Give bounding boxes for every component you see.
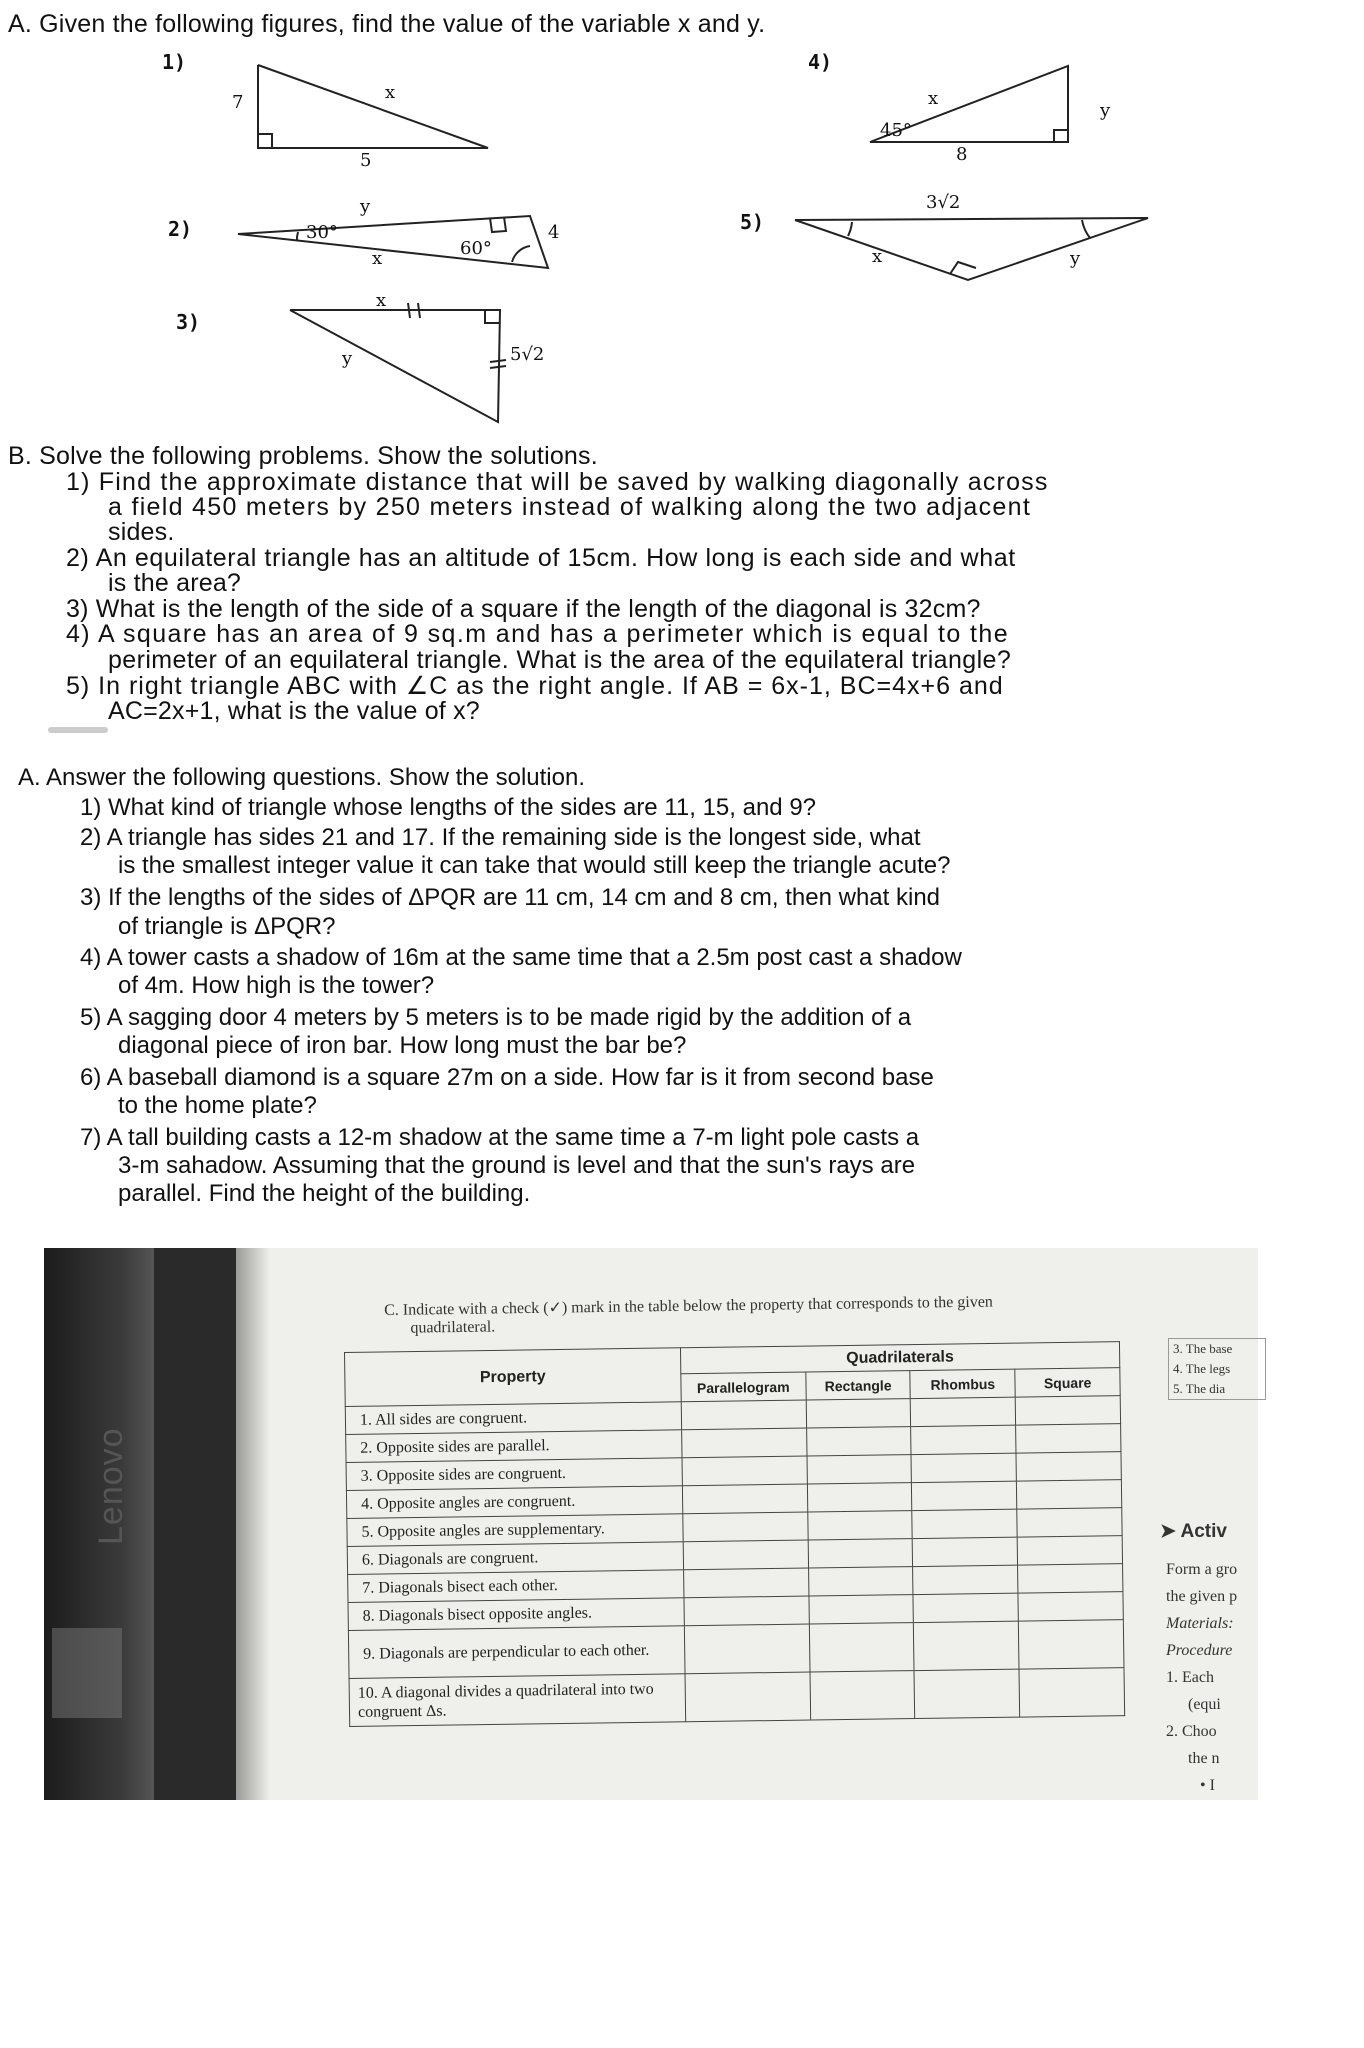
check-cell[interactable] — [1018, 1592, 1123, 1621]
check-cell[interactable] — [1017, 1508, 1122, 1537]
fig1-leg-b: 5 — [360, 150, 372, 171]
side-item: 4. The legs — [1173, 1361, 1231, 1376]
check-cell[interactable] — [806, 1427, 911, 1456]
check-cell[interactable] — [913, 1537, 1018, 1566]
check-cell[interactable] — [1019, 1668, 1124, 1717]
part-a-questions-heading: A. Answer the following questions. Show the solution. — [18, 764, 585, 791]
question-line: 1) What kind of triangle whose lengths of the sides are 11, 15, and 9? — [80, 794, 817, 821]
check-cell[interactable] — [682, 1456, 807, 1486]
check-cell[interactable] — [913, 1593, 1018, 1622]
column-rhombus: Rhombus — [910, 1369, 1015, 1398]
check-cell[interactable] — [1016, 1452, 1121, 1481]
side-item: 5. The dia — [1173, 1381, 1226, 1396]
check-cell[interactable] — [808, 1539, 913, 1568]
question-line: 3-m sahadow. Assuming that the ground is level and that the sun's rays are — [118, 1152, 916, 1179]
check-cell[interactable] — [1017, 1536, 1122, 1565]
fig2-top-y: y — [360, 196, 371, 217]
fig3-side: 5√2 — [510, 344, 545, 365]
part-b-line: is the area? — [108, 569, 242, 597]
check-cell[interactable] — [807, 1483, 912, 1512]
part-b-line: 5) In right triangle ABC with ∠C as the right angle. If AB = 6x-1, BC=4x+6 and — [66, 672, 1004, 700]
question-line: 7) A tall building casts a 12-m shadow at the same time a 7-m light pole casts a — [80, 1124, 920, 1151]
part-b-line: 3) What is the length of the side of a square if the length of the diagonal is 32cm? — [66, 595, 981, 623]
property-cell: 1. All sides are congruent. — [345, 1402, 681, 1435]
fig1-hypotenuse: x — [385, 82, 396, 103]
property-header: Property — [345, 1348, 682, 1407]
table-row — [349, 1668, 1125, 1727]
check-cell[interactable] — [809, 1623, 914, 1672]
check-cell[interactable] — [1019, 1620, 1124, 1669]
question-line: is the smallest integer value it can take that would still keep the triangle acute? — [118, 852, 951, 879]
question-line: 4) A tower casts a shadow of 16m at the same time that a 2.5m post cast a shadow — [80, 944, 962, 971]
property-cell: 4. Opposite angles are congruent. — [346, 1486, 682, 1519]
fig5-top: 3√2 — [926, 192, 961, 213]
fig4-side-y: y — [1100, 100, 1111, 121]
check-cell[interactable] — [912, 1509, 1017, 1538]
property-cell: 10. A diagonal divides a quadrilateral into two congruent Δs. — [349, 1674, 685, 1727]
question-line: diagonal piece of iron bar. How long must the bar be? — [118, 1032, 687, 1059]
check-cell[interactable] — [810, 1671, 915, 1720]
fig4-base-8: 8 — [956, 144, 968, 165]
part-b-line: perimeter of an equilateral triangle. What is the area of the equilateral triangle? — [108, 646, 1012, 674]
check-cell[interactable] — [1016, 1424, 1121, 1453]
check-cell[interactable] — [806, 1399, 911, 1428]
part-b-heading: B. Solve the following problems. Show the solutions. — [8, 442, 598, 470]
check-cell[interactable] — [684, 1624, 809, 1674]
check-cell[interactable] — [682, 1484, 807, 1514]
figure-number-4: 4) — [808, 50, 833, 74]
check-cell[interactable] — [1017, 1480, 1122, 1509]
figure-number-2: 2) — [168, 217, 193, 241]
check-cell[interactable] — [911, 1453, 1016, 1482]
question-line: 2) A triangle has sides 21 and 17. If the remaining side is the longest side, what — [80, 824, 921, 851]
figure-number-1: 1) — [162, 50, 187, 74]
figure-number-5: 5) — [740, 210, 765, 234]
fig2-bottom-x: x — [372, 248, 383, 269]
check-cell[interactable] — [809, 1595, 914, 1624]
activity-text: Form a gro the given p Materials: Procedure 1. Each (equi 2. Choo the n • I — [1166, 1561, 1238, 1794]
question-line: of 4m. How high is the tower? — [118, 972, 435, 999]
activity-heading: ➤ Activ — [1160, 1521, 1227, 1542]
check-cell[interactable] — [683, 1512, 808, 1542]
column-square: Square — [1015, 1368, 1120, 1397]
fig5-right-y: y — [1070, 248, 1081, 269]
side-list — [1168, 1338, 1266, 1400]
check-cell[interactable] — [914, 1621, 1019, 1670]
check-cell[interactable] — [807, 1455, 912, 1484]
check-cell[interactable] — [913, 1565, 1018, 1594]
laptop-hinge — [52, 1628, 122, 1718]
check-cell[interactable] — [683, 1568, 808, 1598]
separator-mark — [48, 727, 108, 733]
property-cell: 5. Opposite angles are supplementary. — [347, 1514, 683, 1547]
figure-number-3: 3) — [176, 310, 201, 334]
property-cell: 2. Opposite sides are parallel. — [346, 1430, 682, 1463]
property-cell: 9. Diagonals are perpendicular to each other. — [348, 1626, 684, 1679]
question-line: 3) If the lengths of the sides of ΔPQR are 11 cm, 14 cm and 8 cm, then what kind — [80, 884, 941, 911]
fig4-angle-45: 45° — [880, 120, 912, 141]
part-b-line: 4) A square has an area of 9 sq.m and has a perimeter which is equal to the — [66, 620, 1009, 648]
part-b-line: AC=2x+1, what is the value of x? — [108, 697, 480, 725]
check-cell[interactable] — [1015, 1396, 1120, 1425]
part-b-line: 2) An equilateral triangle has an altitude of 15cm. How long is each side and what — [66, 544, 1016, 572]
fig3-top-x: x — [376, 290, 387, 311]
check-cell[interactable] — [912, 1481, 1017, 1510]
check-cell[interactable] — [681, 1428, 806, 1458]
part-b-line: sides. — [108, 518, 175, 546]
properties-table — [344, 1341, 1125, 1727]
check-cell[interactable] — [807, 1511, 912, 1540]
lenovo-logo: Lenovo — [92, 1427, 130, 1545]
check-cell[interactable] — [808, 1567, 913, 1596]
check-cell[interactable] — [911, 1425, 1016, 1454]
question-line: parallel. Find the height of the building. — [118, 1180, 531, 1207]
check-cell[interactable] — [911, 1397, 1016, 1426]
part-b-line: 1) Find the approximate distance that will be saved by walking diagonally across — [66, 468, 1049, 496]
property-cell: 6. Diagonals are congruent. — [347, 1542, 683, 1575]
question-line: of triangle is ΔPQR? — [118, 913, 336, 940]
fig2-angle-60: 60° — [460, 238, 492, 259]
part-c-instruction: C. Indicate with a check (✓) mark in the table below the property that corresponds to the given quadrilateral. — [384, 1293, 993, 1337]
column-rectangle: Rectangle — [805, 1371, 910, 1400]
check-cell[interactable] — [685, 1672, 810, 1722]
check-cell[interactable] — [1018, 1564, 1123, 1593]
quadrilaterals-header: Quadrilaterals — [680, 1342, 1119, 1374]
question-line: 5) A sagging door 4 meters by 5 meters is to be made rigid by the addition of a — [80, 1004, 912, 1031]
check-cell[interactable] — [684, 1596, 809, 1626]
part-b-line: a field 450 meters by 250 meters instead of walking along the two adjacent — [108, 493, 1032, 521]
property-cell: 8. Diagonals bisect opposite angles. — [348, 1598, 684, 1631]
fig4-hypotenuse-x: x — [928, 88, 939, 109]
check-cell[interactable] — [914, 1669, 1019, 1718]
property-cell: 7. Diagonals bisect each other. — [348, 1570, 684, 1603]
column-parallelogram: Parallelogram — [681, 1372, 806, 1402]
fig5-left-x: x — [872, 246, 883, 267]
fig1-leg-a: 7 — [232, 92, 244, 113]
question-line: 6) A baseball diamond is a square 27m on a side. How far is it from second base — [80, 1064, 934, 1091]
fig2-angle-30: 30° — [306, 222, 338, 243]
fig2-side-4: 4 — [548, 222, 560, 243]
question-line: to the home plate? — [118, 1092, 317, 1119]
fig3-left-y: y — [342, 348, 353, 369]
check-cell[interactable] — [683, 1540, 808, 1570]
check-cell[interactable] — [681, 1400, 806, 1430]
paper-shadow — [236, 1248, 270, 1800]
part-a-heading: A. Given the following figures, find the value of the variable x and y. — [8, 10, 766, 38]
side-item: 3. The base — [1173, 1341, 1233, 1356]
figure-1-triangle — [0, 0, 1364, 440]
property-cell: 3. Opposite sides are congruent. — [346, 1458, 682, 1491]
